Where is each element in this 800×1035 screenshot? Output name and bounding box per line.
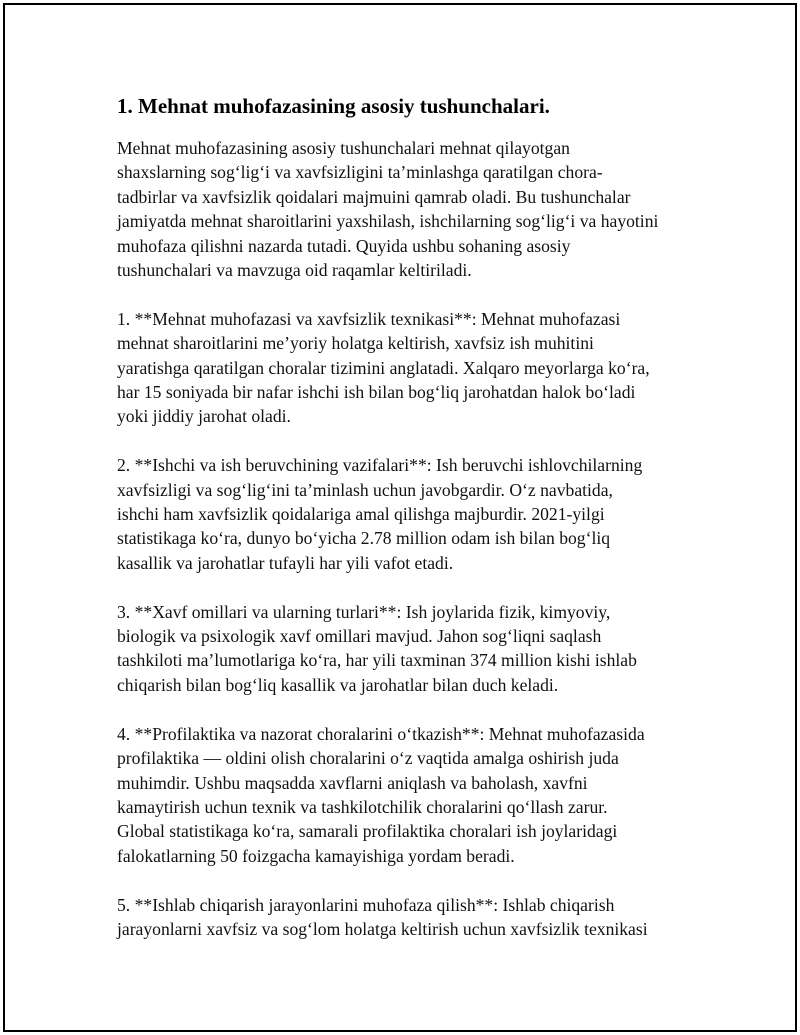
intro-paragraph: Mehnat muhofazasining asosiy tushunchalari mehnat qilayotgan shaxslarning sogʻligʻi va xavfsizligini taʼminlashga qaratilgan chora- tadbirlar va xavfsizlik qoidalari majmuini qamrab oladi. Bu tushunchalar jamiyatda mehnat sharoitlarini yaxshilash, ishchilarning sogʻligʻi va hayotini muhofaza qilishni nazarda tutadi. Quyida ushbu sohaning asosiy tushunchalari va mavzuga oid raqamlar keltiriladi. [117,138,659,281]
paragraph-item-5: 5. **Ishlab chiqarish jarayonlarini muhofaza qilish**: Ishlab chiqarish jarayonlarni xavfsiz va sogʻlom holatga keltirish uchun xavfsizlik texnikasi [117,894,648,939]
paragraph-item-1: 1. **Mehnat muhofazasi va xavfsizlik texnikasi**: Mehnat muhofazasi mehnat sharoitlarini meʼyoriy holatga keltirish, xavfsiz ish muhitini yaratishga qaratilgan choralar tizimini anglatadi. Xalqaro meyorlarga koʻra, har 15 soniyada bir nafar ishchi ish bilan bogʻliq jarohatdan halok boʻladi yoki jiddiy jarohat oladi. [117,308,650,427]
paragraph-item-4: 4. **Profilaktika va nazorat choralarini oʻtkazish**: Mehnat muhofazasida profilaktika — oldini olish choralarini oʻz vaqtida amalga oshirish juda muhimdir. Ushbu maqsadda xavflarni aniqlash va baholash, xavfni kamaytirish uchun texnik va tashkilotchilik choralarini qoʻllash zarur. Global statistikaga koʻra, samarali profilaktika choralari ish joylaridagi falokatlarning 50 foizgacha kamayishiga yordam beradi. [117,723,645,866]
paragraph-item-3: 3. **Xavf omillari va ularning turlari**: Ish joylarida fizik, kimyoviy, biologik va psixologik xavf omillari mavjud. Jahon sogʻliqni saqlash tashkiloti maʼlumotlariga koʻra, har yili taxminan 374 million kishi ishlab chiqarish bilan bogʻliq kasallik va jarohatlar bilan duch keladi. [117,601,637,695]
document-body [117,92,697,941]
paragraph-item-2: 2. **Ishchi va ish beruvchining vazifalari**: Ish beruvchi ishlovchilarning xavfsizligi va sogʻligʻini taʼminlash uchun javobgardir. Oʻz navbatida, ishchi ham xavfsizlik qoidalariga amal qilishga majburdir. 2021-yilgi statistikaga koʻra, dunyo boʻyicha 2.78 million odam ish bilan bogʻliq kasallik va jarohatlar tufayli har yili vafot etadi. [117,455,643,573]
document-title: 1. Mehnat muhofazasining asosiy tushunchalari. [117,94,550,118]
